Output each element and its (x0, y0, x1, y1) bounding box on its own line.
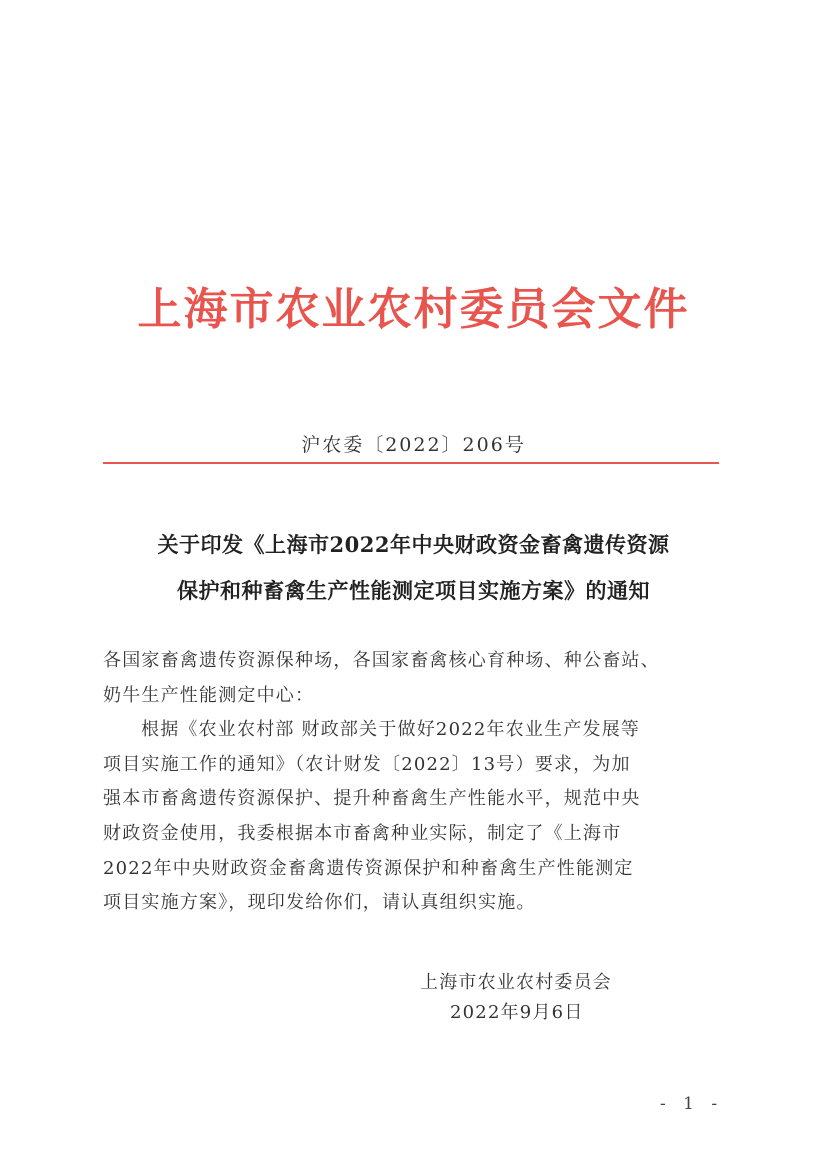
addressee-line-2: 奶牛生产性能测定中心： (103, 684, 315, 706)
notice-title-line-1: 关于印发《上海市2022年中央财政资金畜禽遗传资源 (157, 532, 670, 557)
page-number: - 1 - (660, 1094, 724, 1114)
notice-title (0, 522, 827, 614)
signature-organization: 上海市农业农村委员会 (420, 972, 612, 993)
issuer-header: 上海市农业农村委员会文件 (137, 284, 690, 335)
document-number: 沪农委〔2022〕206号 (301, 434, 526, 456)
body-line-2: 项目实施工作的通知》（农计财发〔2022〕13号）要求，为加 (103, 753, 631, 775)
body-line-5: 2022年中央财政资金畜禽遗传资源保护和种畜禽生产性能测定 (103, 857, 634, 879)
notice-body (103, 644, 723, 921)
signature-date: 2022年9月6日 (450, 1002, 584, 1023)
signature-block (420, 968, 612, 1028)
red-divider-line (103, 462, 719, 464)
body-line-1: 根据《农业农村部 财政部关于做好2022年农业生产发展等 (141, 719, 641, 741)
notice-title-line-2: 保护和种畜禽生产性能测定项目实施方案》的通知 (177, 578, 650, 603)
body-line-3: 强本市畜禽遗传资源保护、提升种畜禽生产性能水平，规范中央 (103, 788, 641, 810)
addressee-line-1: 各国家畜禽遗传资源保种场，各国家畜禽核心育种场、种公畜站、 (103, 650, 660, 671)
body-line-6: 项目实施方案》，现印发给你们，请认真组织实施。 (103, 892, 536, 914)
body-line-4: 财政资金使用，我委根据本市畜禽种业实际，制定了《上海市 (103, 822, 622, 844)
